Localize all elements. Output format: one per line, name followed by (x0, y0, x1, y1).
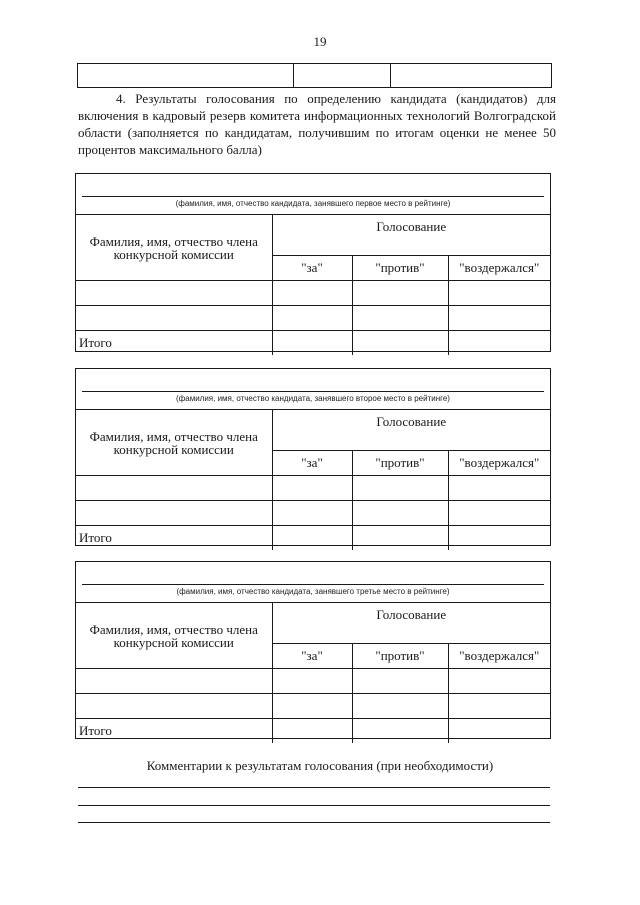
table-cell[interactable] (391, 64, 552, 88)
vote-against-cell[interactable] (352, 669, 448, 694)
vote-option-against: "против" (352, 644, 448, 669)
table-row (76, 476, 550, 501)
vote-abstained-cell[interactable] (448, 694, 550, 719)
voting-table (76, 603, 550, 743)
member-name-cell[interactable] (76, 306, 272, 331)
total-abstained-cell[interactable] (448, 719, 550, 744)
vote-against-cell[interactable] (352, 501, 448, 526)
vote-block-first-place (75, 173, 551, 352)
total-row (76, 331, 550, 356)
member-name-cell[interactable] (76, 669, 272, 694)
candidate-name-header (76, 369, 550, 410)
candidate-name-caption: (фамилия, имя, отчество кандидата, занявшего второе место в рейтинге) (176, 394, 450, 403)
total-for-cell[interactable] (272, 526, 352, 551)
comment-line[interactable] (78, 805, 550, 806)
total-abstained-cell[interactable] (448, 331, 550, 356)
total-label: Итого (76, 719, 272, 744)
comment-line[interactable] (78, 822, 550, 823)
vote-option-for: "за" (272, 256, 352, 281)
vote-option-for: "за" (272, 644, 352, 669)
vote-against-cell[interactable] (352, 306, 448, 331)
section-4-heading (78, 90, 556, 158)
total-row (76, 526, 550, 551)
table-cell[interactable] (78, 64, 294, 88)
member-column-header: Фамилия, имя, отчество члена конкурсной комиссии (76, 215, 272, 281)
table-row (76, 669, 550, 694)
total-for-cell[interactable] (272, 719, 352, 744)
page-number: 19 (313, 34, 327, 49)
vote-abstained-cell[interactable] (448, 501, 550, 526)
candidate-name-line[interactable] (82, 196, 544, 197)
comment-line[interactable] (78, 787, 550, 788)
total-against-cell[interactable] (352, 331, 448, 356)
total-for-cell[interactable] (272, 331, 352, 356)
total-against-cell[interactable] (352, 526, 448, 551)
previous-table-tail (77, 63, 552, 88)
vote-against-cell[interactable] (352, 694, 448, 719)
candidate-name-caption: (фамилия, имя, отчество кандидата, занявшего первое место в рейтинге) (175, 199, 451, 208)
table-cell[interactable] (294, 64, 391, 88)
candidate-name-header (76, 174, 550, 215)
vote-abstained-cell[interactable] (448, 476, 550, 501)
total-label: Итого (76, 331, 272, 356)
table-row (76, 281, 550, 306)
vote-option-for: "за" (272, 451, 352, 476)
vote-option-against: "против" (352, 256, 448, 281)
vote-abstained-cell[interactable] (448, 281, 550, 306)
member-name-cell[interactable] (76, 694, 272, 719)
vote-for-cell[interactable] (272, 501, 352, 526)
table-row (76, 694, 550, 719)
section-4-text: 4. Результаты голосования по определению кандидата (кандидатов) для включения в кадровый резерв комитета информационных технологий Волгоградской области (заполняется по кандидатам, получившим по итогам оценки не менее 50 процентов максимального балла) (78, 91, 556, 157)
vote-option-against: "против" (352, 451, 448, 476)
table-row (76, 501, 550, 526)
voting-header: Голосование (272, 410, 550, 451)
member-name-cell[interactable] (76, 501, 272, 526)
member-name-cell[interactable] (76, 476, 272, 501)
vote-against-cell[interactable] (352, 476, 448, 501)
member-column-header: Фамилия, имя, отчество члена конкурсной комиссии (76, 603, 272, 669)
candidate-name-caption: (фамилия, имя, отчество кандидата, занявшего третье место в рейтинге) (176, 587, 450, 596)
comments-title: Комментарии к результатам голосования (при необходимости) (146, 758, 494, 773)
table-row (76, 306, 550, 331)
voting-table (76, 410, 550, 550)
vote-for-cell[interactable] (272, 694, 352, 719)
member-name-cell[interactable] (76, 281, 272, 306)
vote-for-cell[interactable] (272, 306, 352, 331)
voting-table (76, 215, 550, 355)
total-abstained-cell[interactable] (448, 526, 550, 551)
vote-for-cell[interactable] (272, 281, 352, 306)
vote-abstained-cell[interactable] (448, 669, 550, 694)
candidate-name-line[interactable] (82, 584, 544, 585)
total-row (76, 719, 550, 744)
vote-for-cell[interactable] (272, 669, 352, 694)
voting-header: Голосование (272, 215, 550, 256)
total-against-cell[interactable] (352, 719, 448, 744)
vote-for-cell[interactable] (272, 476, 352, 501)
vote-abstained-cell[interactable] (448, 306, 550, 331)
vote-against-cell[interactable] (352, 281, 448, 306)
vote-option-abstained: "воздержался" (448, 451, 550, 476)
vote-option-abstained: "воздержался" (448, 644, 550, 669)
vote-block-second-place (75, 368, 551, 546)
member-column-header: Фамилия, имя, отчество члена конкурсной комиссии (76, 410, 272, 476)
vote-block-third-place (75, 561, 551, 739)
total-label: Итого (76, 526, 272, 551)
candidate-name-header (76, 562, 550, 603)
candidate-name-line[interactable] (82, 391, 544, 392)
voting-header: Голосование (272, 603, 550, 644)
vote-option-abstained: "воздержался" (448, 256, 550, 281)
